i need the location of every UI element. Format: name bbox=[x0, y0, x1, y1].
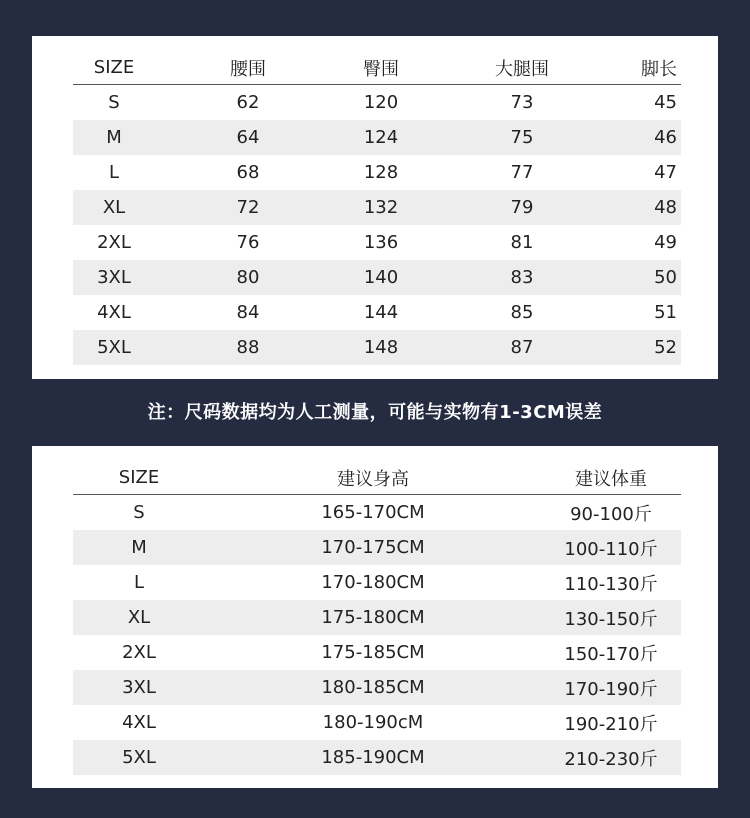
table-row bbox=[73, 705, 681, 740]
table-row bbox=[73, 740, 681, 775]
size-measurement-table bbox=[73, 51, 681, 365]
cell-size: 4XL bbox=[97, 302, 131, 323]
cell-size: 3XL bbox=[97, 267, 131, 288]
cell-size: 4XL bbox=[122, 712, 156, 733]
table-row bbox=[73, 635, 681, 670]
cell-hip: 136 bbox=[363, 232, 399, 253]
table-row bbox=[73, 530, 681, 565]
header-waist: 腰围 bbox=[230, 58, 266, 80]
cell-size: M bbox=[131, 537, 147, 558]
header-thigh: 大腿围 bbox=[495, 58, 549, 80]
header-height: 建议身高 bbox=[337, 468, 409, 490]
header-size: SIZE bbox=[118, 467, 160, 488]
cell-height: 165-170CM bbox=[321, 502, 425, 523]
table-row bbox=[73, 495, 681, 530]
cell-hip: 148 bbox=[363, 337, 399, 358]
cell-waist: 68 bbox=[236, 162, 260, 183]
header-foot-length: 脚长 bbox=[641, 58, 677, 80]
cell-height: 175-180CM bbox=[321, 607, 425, 628]
cell-weight: 110-130斤 bbox=[564, 573, 658, 595]
cell-weight: 90-100斤 bbox=[570, 503, 652, 525]
cell-waist: 76 bbox=[236, 232, 260, 253]
cell-weight: 130-150斤 bbox=[564, 608, 658, 630]
cell-size: M bbox=[106, 127, 122, 148]
cell-waist: 72 bbox=[236, 197, 260, 218]
cell-weight: 190-210斤 bbox=[564, 713, 658, 735]
header-hip: 臀围 bbox=[363, 58, 399, 80]
header-size: SIZE bbox=[93, 57, 135, 78]
cell-foot-length: 51 bbox=[654, 302, 677, 323]
cell-size: S bbox=[133, 502, 145, 523]
table-header bbox=[73, 51, 681, 85]
cell-waist: 64 bbox=[236, 127, 260, 148]
table-header bbox=[73, 461, 681, 495]
cell-height: 180-185CM bbox=[321, 677, 425, 698]
cell-weight: 210-230斤 bbox=[564, 748, 658, 770]
cell-size: 2XL bbox=[97, 232, 131, 253]
table-row bbox=[73, 260, 681, 295]
cell-weight: 170-190斤 bbox=[564, 678, 658, 700]
cell-thigh: 75 bbox=[510, 127, 534, 148]
cell-thigh: 83 bbox=[510, 267, 534, 288]
table-row bbox=[73, 600, 681, 635]
cell-thigh: 87 bbox=[510, 337, 534, 358]
cell-weight: 150-170斤 bbox=[564, 643, 658, 665]
table-row bbox=[73, 85, 681, 120]
cell-height: 185-190CM bbox=[321, 747, 425, 768]
cell-thigh: 77 bbox=[510, 162, 534, 183]
table-row bbox=[73, 295, 681, 330]
cell-foot-length: 47 bbox=[654, 162, 677, 183]
cell-thigh: 79 bbox=[510, 197, 534, 218]
cell-height: 180-190cM bbox=[322, 712, 424, 733]
cell-height: 175-185CM bbox=[321, 642, 425, 663]
cell-thigh: 81 bbox=[510, 232, 534, 253]
cell-hip: 140 bbox=[363, 267, 399, 288]
cell-foot-length: 49 bbox=[654, 232, 677, 253]
cell-thigh: 85 bbox=[510, 302, 534, 323]
cell-size: L bbox=[133, 572, 145, 593]
cell-size: XL bbox=[127, 607, 151, 628]
cell-hip: 124 bbox=[363, 127, 399, 148]
cell-size: XL bbox=[102, 197, 126, 218]
cell-size: S bbox=[108, 92, 120, 113]
cell-weight: 100-110斤 bbox=[564, 538, 658, 560]
cell-hip: 144 bbox=[363, 302, 399, 323]
table-row bbox=[73, 120, 681, 155]
cell-foot-length: 48 bbox=[654, 197, 677, 218]
cell-waist: 62 bbox=[236, 92, 260, 113]
table-row bbox=[73, 565, 681, 600]
cell-size: L bbox=[108, 162, 120, 183]
cell-size: 2XL bbox=[122, 642, 156, 663]
cell-hip: 132 bbox=[363, 197, 399, 218]
measurement-note: 注：尺码数据均为人工测量，可能与实物有1-3CM误差 bbox=[147, 402, 603, 423]
cell-thigh: 73 bbox=[510, 92, 534, 113]
cell-foot-length: 46 bbox=[654, 127, 677, 148]
cell-size: 3XL bbox=[122, 677, 156, 698]
table-row bbox=[73, 155, 681, 190]
cell-height: 170-180CM bbox=[321, 572, 425, 593]
table-row bbox=[73, 190, 681, 225]
cell-waist: 84 bbox=[236, 302, 260, 323]
cell-size: 5XL bbox=[122, 747, 156, 768]
size-measurement-panel bbox=[32, 36, 718, 379]
cell-hip: 128 bbox=[363, 162, 399, 183]
size-recommendation-panel bbox=[32, 446, 718, 788]
cell-waist: 80 bbox=[236, 267, 260, 288]
cell-foot-length: 50 bbox=[654, 267, 677, 288]
cell-hip: 120 bbox=[363, 92, 399, 113]
cell-foot-length: 45 bbox=[654, 92, 677, 113]
cell-waist: 88 bbox=[236, 337, 260, 358]
cell-foot-length: 52 bbox=[654, 337, 677, 358]
table-row bbox=[73, 330, 681, 365]
table-row bbox=[73, 225, 681, 260]
table-row bbox=[73, 670, 681, 705]
header-weight: 建议体重 bbox=[575, 468, 647, 490]
cell-height: 170-175CM bbox=[321, 537, 425, 558]
cell-size: 5XL bbox=[97, 337, 131, 358]
size-recommendation-table bbox=[73, 461, 681, 775]
